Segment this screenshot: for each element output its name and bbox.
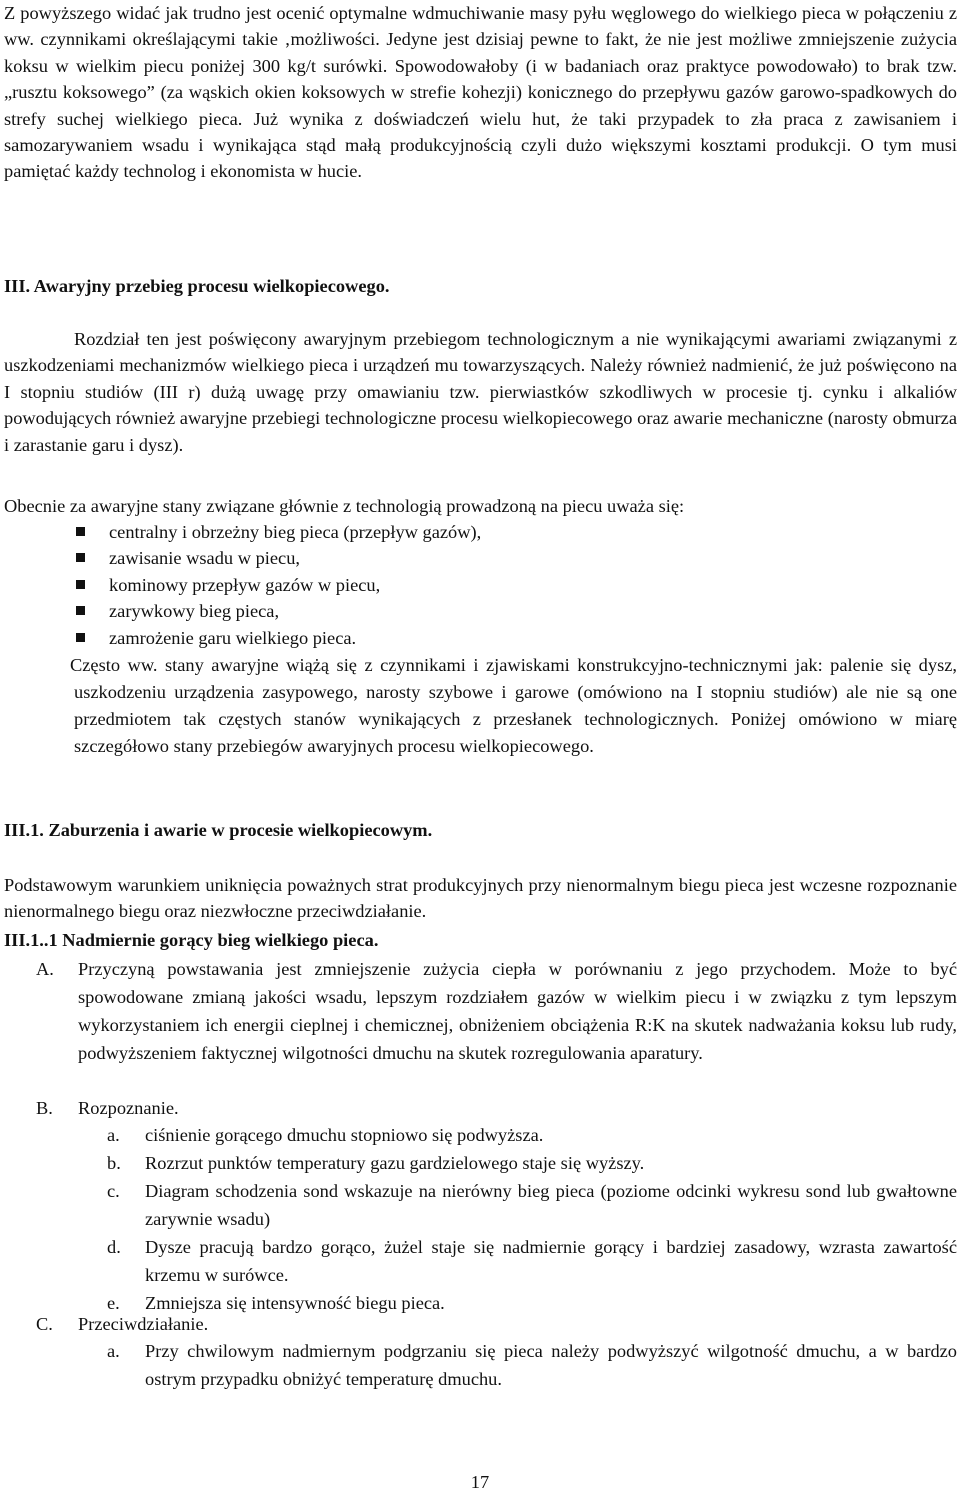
square-bullet-icon <box>76 633 85 642</box>
list-item: centralny i obrzeżny bieg pieca (przepływ gazów), <box>74 519 954 545</box>
square-bullet-icon <box>76 527 85 536</box>
item-c <box>4 1311 957 1337</box>
list-intro-block <box>4 493 957 519</box>
list-item: a. ciśnienie gorącego dmuchu stopniowo się podwyższa. <box>107 1125 544 1145</box>
after-list-paragraph: Często ww. stany awaryjne wiążą się z czynnikami i zjawiskami konstrukcyjno-technicznymi jak: palenie się dysz, uszkodzeniu urządzenia zasypowego, narosty szybowe i garowe (omówiono na I stopniu studiów) ale nie są one przedmiotem tak częstych stanów wynikających z przesłanek technologicznych. Poniżej omówiono w miarę szczegółowo stany przebiegów awaryjnych procesu wielkopiecowego. <box>70 655 957 756</box>
list-item: b. Rozrzut punktów temperatury gazu gardzielowego staje się wyższy. <box>107 1153 645 1173</box>
list-item: zarywkowy bieg pieca, <box>74 598 954 624</box>
list-item: a. Przy chwilowym nadmiernym podgrzaniu się pieca należy podwyższyć wilgotność dmuchu, a w bardzo ostrym przypadku obniżyć temperaturę dmuchu. <box>107 1341 957 1389</box>
square-bullet-icon <box>76 606 85 615</box>
subsection-heading-block <box>4 927 957 953</box>
list-item: kominowy przepływ gazów w piecu, <box>74 572 954 598</box>
list-intro: Obecnie za awaryjne stany związane głównie z technologią prowadzoną na piecu uważa się: <box>4 496 685 516</box>
item-text: Przeciwdziałanie. <box>78 1314 209 1334</box>
square-bullet-icon <box>76 553 85 562</box>
section-3-heading: III. Awaryjny przebieg procesu wielkopiecowego. <box>4 276 390 296</box>
section-3-1-paragraph-block <box>4 872 957 925</box>
cause-block <box>4 955 957 1067</box>
failure-states-list <box>74 519 954 651</box>
list-item: zamrożenie garu wielkiego pieca. <box>74 625 954 651</box>
item-label: A. <box>36 959 54 979</box>
section-3-paragraph: Rozdział ten jest poświęcony awaryjnym przebiegom technologicznym a nie wynikającymi awariami związanymi z uszkodzeniami mechanizmów wielkiego pieca i urządzeń mu towarzyszących. Należy również nadmienić, że już poświęcono na I stopniu studiów (III r) dużą uwagę przy omawianiu tzw. pierwiastków szkodliwych w procesie tj. cynku i alkaliów powodujących również awaryjne przebiegi technologiczne procesu wielkopiecowego oraz awarie mechaniczne (narosty obmurza i zarastanie garu i dysz). <box>4 329 957 455</box>
subsection-heading: III.1..1 Nadmiernie gorący bieg wielkiego pieca. <box>4 930 379 950</box>
countermeasure-items <box>4 1337 957 1393</box>
diagnosis-block <box>4 1095 957 1121</box>
after-list-block <box>70 652 957 760</box>
list-item: d. Dysze pracują bardzo gorąco, żużel staje się nadmiernie gorący i bardziej zasadowy, wzrasta zawartość krzemu w surówce. <box>107 1237 957 1285</box>
countermeasure-block <box>4 1311 957 1337</box>
list-item: zawisanie wsadu w piecu, <box>74 545 954 571</box>
item-label: C. <box>36 1314 53 1334</box>
section-3-1-heading: III.1. Zaburzenia i awarie w procesie wielkopiecowym. <box>4 820 433 840</box>
section-3-paragraph-block <box>4 326 957 458</box>
page-number: 17 <box>470 1472 490 1492</box>
item-a <box>4 955 957 1067</box>
intro-paragraph: Z powyższego widać jak trudno jest ocenić optymalne wdmuchiwanie masy pyłu węglowego do wielkiego pieca w połączeniu z ww. czynnikami określającymi takie ‚możliwości. Jedyne jest dzisiaj pewne to fakt, że nie jest możliwe zmniejszenie zużycia koksu w wielkim piecu poniżej 300 kg/t surówki. Spowodowałoby (i w badaniach oraz praktyce powodowało) to brak tzw. „rusztu koksowego” (za wąskich okien koksowych w strefie kohezji) konicznego do przepływu gazów garowo-spadkowych do strefy suchej wielkiego pieca. Już wynika z doświadczeń wielu hut, że taki przypadek to zła praca z zawisaniem i samozarywaniem wsadu i wynikająca stąd małą produkcyjnością czyli dużo większymi kosztami produkcji. O tym musi pamiętać każdy technolog i ekonomista w hucie. <box>4 3 957 182</box>
item-text: Przyczyną powstawania jest zmniejszenie zużycia ciepła w porównaniu z jego przychodem. Może to być spowodowane zmianą jakości wsadu, lepszym rozdziałem gazów w wielkim piecu i w związku z tym lepszym wykorzystaniem ich energii cieplnej i chemicznej, obniżeniem obciążenia R:K na skutek nadważania koksu lub rudy, podwyższeniem faktycznej wilgotności dmuchu na skutek rozregulowania aparatury. <box>78 959 957 1063</box>
square-bullet-icon <box>76 580 85 589</box>
intro-paragraph-block <box>4 0 957 185</box>
diagnosis-items <box>4 1121 957 1317</box>
list-item: e. Zmniejsza się intensywność biegu pieca. <box>107 1293 445 1313</box>
item-b <box>4 1095 957 1121</box>
section-3-1-heading-block <box>4 817 957 843</box>
section-3-heading-block <box>4 273 957 299</box>
item-label: B. <box>36 1098 53 1118</box>
item-text: Rozpoznanie. <box>78 1098 179 1118</box>
section-3-1-paragraph: Podstawowym warunkiem uniknięcia poważnych strat produkcyjnych przy nienormalnym biegu pieca jest wczesne rozpoznanie nienormalnego biegu oraz niezwłoczne przeciwdziałanie. <box>4 875 957 922</box>
list-item: c. Diagram schodzenia sond wskazuje na nierówny bieg pieca (poziome odcinki wykresu sond lub gwałtowne zarywnie wsadu) <box>107 1181 957 1229</box>
